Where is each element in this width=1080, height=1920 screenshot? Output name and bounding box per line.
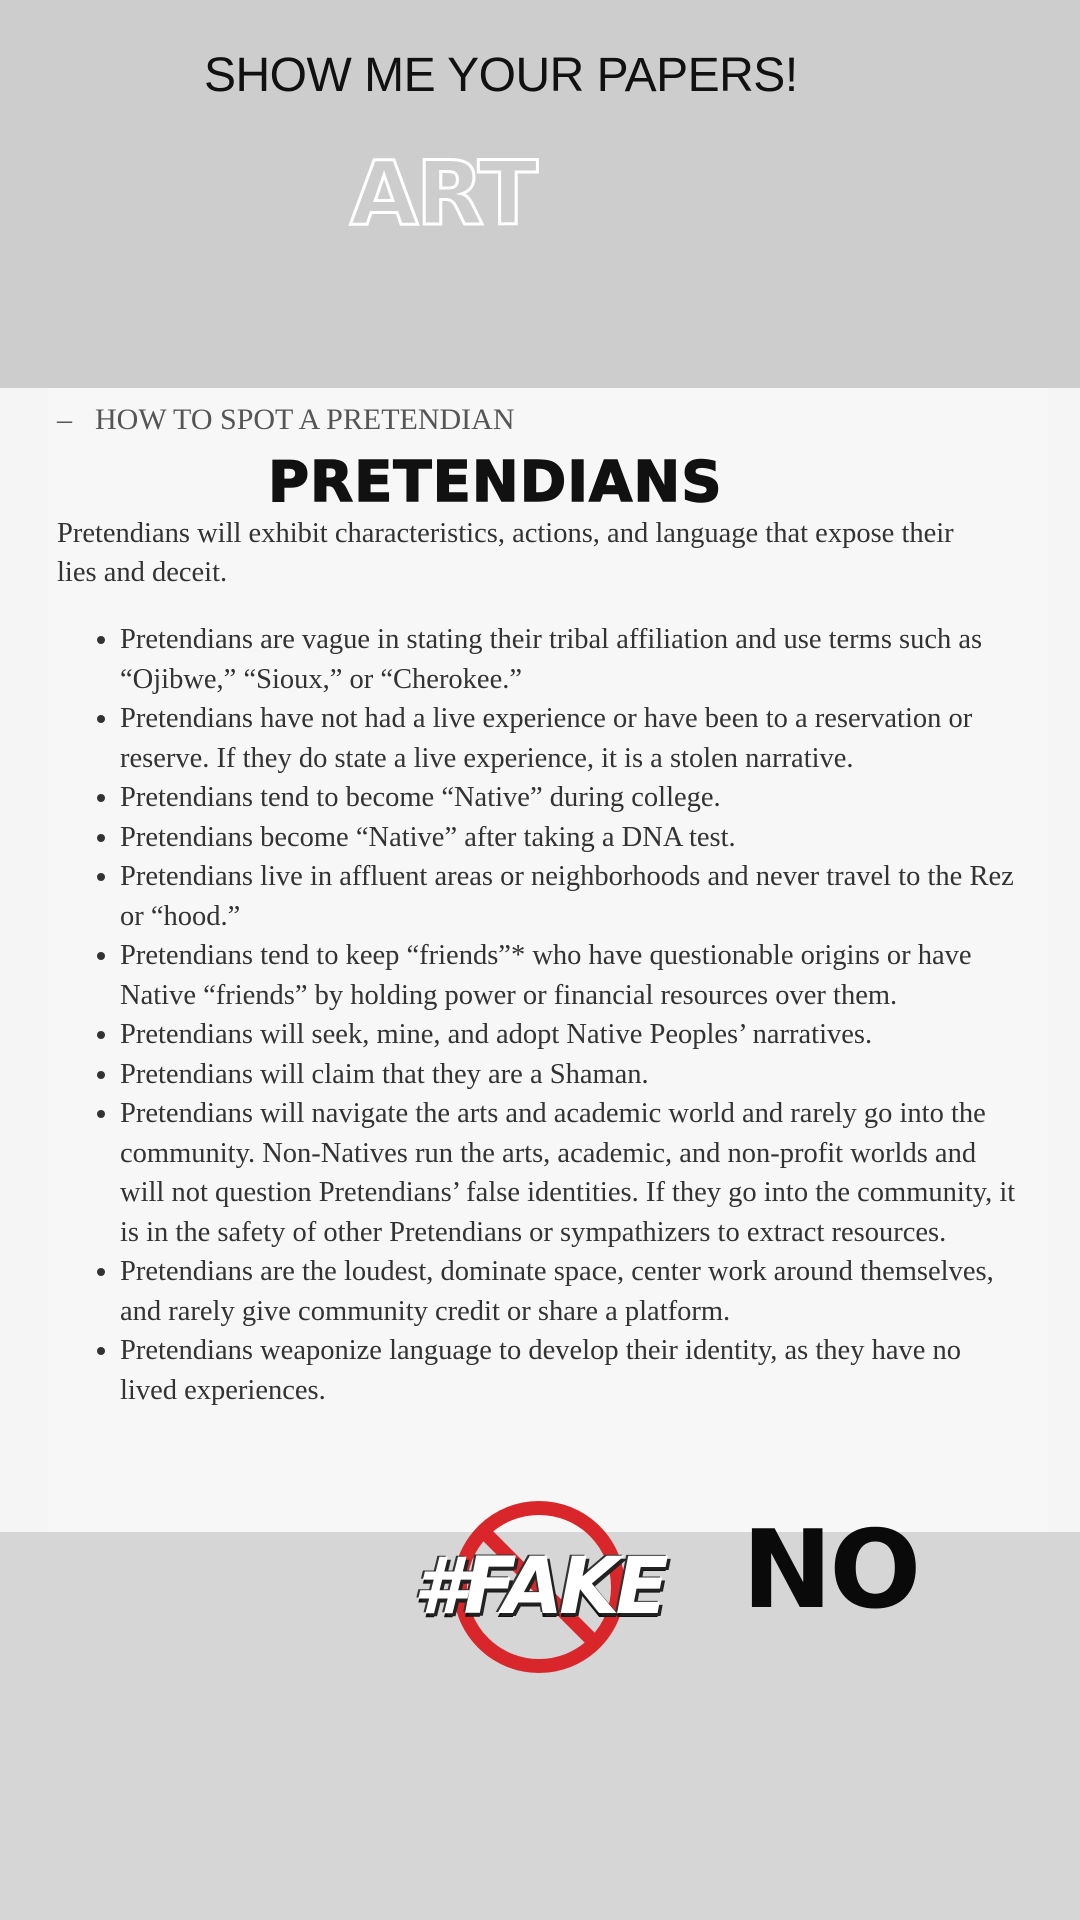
fake-sticker xyxy=(404,1480,674,1680)
fake-sticker-text: #FAKE xyxy=(413,1542,665,1632)
list-item: Pretendians become “Native” after taking a DNA test. xyxy=(97,818,1017,858)
list-item: Pretendians tend to keep “friends”* who have questionable origins or have Native “friends” by holding power or financial resources over them. xyxy=(97,936,1017,1015)
title-sticker: PRETENDIANS xyxy=(268,450,723,515)
intro-paragraph: Pretendians will exhibit characteristics, actions, and language that expose their lies and deceit. xyxy=(57,518,954,588)
section-heading-text: HOW TO SPOT A PRETENDIAN xyxy=(95,403,515,436)
list-item: Pretendians have not had a live experience or have been to a reservation or reserve. If they do state a live experience, it is a stolen narrative. xyxy=(97,699,1017,778)
list-item: Pretendians live in affluent areas or neighborhoods and never travel to the Rez or “hood.” xyxy=(97,857,1017,936)
list-item: Pretendians are the loudest, dominate space, center work around themselves, and rarely give community credit or share a platform. xyxy=(97,1252,1017,1331)
list-item: Pretendians will claim that they are a Shaman. xyxy=(97,1055,1017,1095)
bullet-list xyxy=(97,620,1017,1410)
list-item: Pretendians will navigate the arts and academic world and rarely go into the community. Non-Natives run the arts, academic, and non-profit worlds and will not question Pretendians’ false identities. If they go into the community, it is in the safety of other Pretendians or sympathizers to extract resources. xyxy=(97,1094,1017,1252)
no-label: NO xyxy=(742,1508,919,1633)
list-item: Pretendians tend to become “Native” during college. xyxy=(97,778,1017,818)
section-dash: – xyxy=(57,403,72,436)
list-item: Pretendians weaponize language to develop their identity, as they have no lived experiences. xyxy=(97,1331,1017,1410)
top-caption: SHOW ME YOUR PAPERS! xyxy=(204,49,798,102)
list-item: Pretendians will seek, mine, and adopt Native Peoples’ narratives. xyxy=(97,1015,1017,1055)
list-item: Pretendians are vague in stating their tribal affiliation and use terms such as “Ojibwe,” “Sioux,” or “Cherokee.” xyxy=(97,620,1017,699)
section-heading xyxy=(57,403,515,437)
art-label: ART xyxy=(350,142,536,245)
